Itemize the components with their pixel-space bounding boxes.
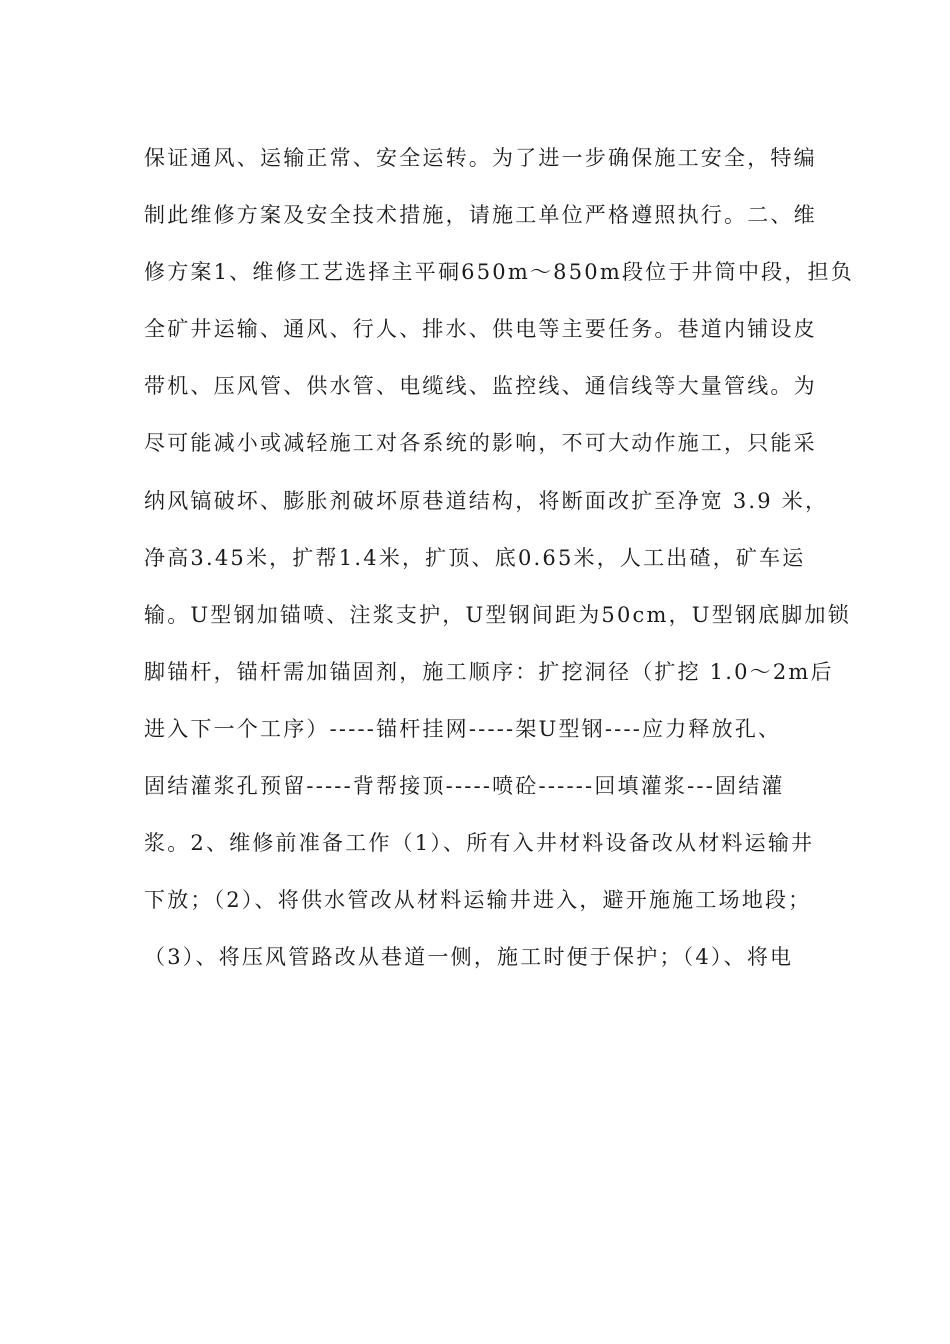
text-line: 制此维修方案及安全技术措施，请施工单位严格遵照执行。二、维: [144, 203, 817, 228]
text-line: 纳风镐破坏、膨胀剂破坏原巷道结构，将断面改扩至净宽 3.9 米，: [144, 488, 829, 513]
text-line: 修方案1、维修工艺选择主平硐650m～850m段位于井筒中段，担负: [144, 260, 854, 285]
text-line: 保证通风、运输正常、安全运转。为了进一步确保施工安全，特编: [144, 146, 817, 170]
text-line: 带机、压风管、供水管、电缆线、监控线、通信线等大量管线。为: [144, 374, 817, 399]
text-line: 脚锚杆，锚杆需加锚固剂，施工顺序：扩挖洞径（扩挖 1.0～2m后: [144, 659, 834, 684]
text-line: 浆。2、维修前准备工作（1）、所有入井材料设备改从材料运输井: [144, 831, 815, 856]
body-text: [144, 130, 854, 986]
text-line: （3）、将压风管路改从巷道一侧，施工时便于保护；（4）、将电: [144, 945, 794, 970]
text-line: 下放；（2）、将供水管改从材料运输井进入，避开施施工场地段；: [144, 888, 812, 913]
text-line: 全矿井运输、通风、行人、排水、供电等主要任务。巷道内铺设皮: [144, 317, 817, 342]
text-line: 固结灌浆孔预留-----背帮接顶-----喷砼------回填灌浆---固结灌: [144, 774, 785, 799]
text-line: 输。U型钢加锚喷、注浆支护，U型钢间距为50cm，U型钢底脚加锁: [144, 602, 851, 627]
text-line: 净高3.45米，扩帮1.4米，扩顶、底0.65米，人工出碴，矿车运: [144, 545, 806, 570]
text-line: 进入下一个工序）-----锚杆挂网-----架U型钢----应力释放孔、: [144, 716, 782, 741]
text-line: 尽可能减小或减轻施工对各系统的影响，不可大动作施工，只能采: [144, 431, 817, 456]
